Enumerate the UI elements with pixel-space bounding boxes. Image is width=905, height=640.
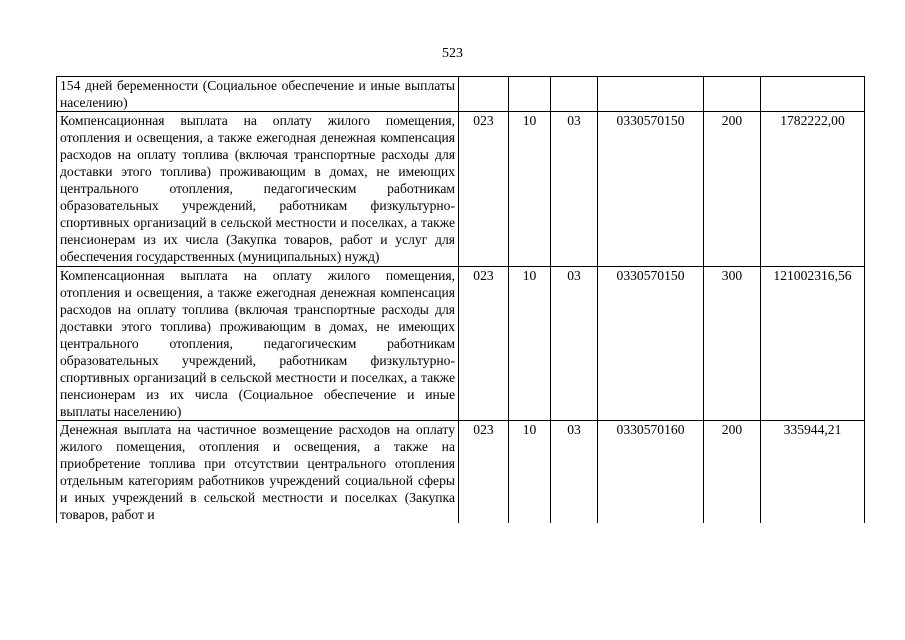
subsection-code: 03 bbox=[551, 266, 598, 420]
section-code bbox=[509, 77, 551, 112]
section-code: 10 bbox=[509, 266, 551, 420]
ministry-code: 023 bbox=[459, 266, 509, 420]
page-number: 523 bbox=[442, 46, 463, 61]
amount: 121002316,56 bbox=[761, 266, 865, 420]
subsection-code: 03 bbox=[551, 112, 598, 266]
expense-type-code bbox=[704, 77, 761, 112]
ministry-code bbox=[459, 77, 509, 112]
amount bbox=[761, 77, 865, 112]
row-description: Компенсационная выплата на оплату жилого помещения, отопления и освещения, а также ежегодная денежная компенсация расходов на оплату топлива (включая транспортные расходы для доставки этого топлива) проживающим в домах, не имеющих центрального отопления, педагогическим работникам образовательных учреждений, работникам физкультурно-спортивных организаций в сельской местности и поселках, а также пенсионерам из их числа (Социальное обеспечение и иные выплаты населению) bbox=[57, 266, 459, 420]
row-description: Компенсационная выплата на оплату жилого помещения, отопления и освещения, а также ежегодная денежная компенсация расходов на оплату топлива (включая транспортные расходы для доставки этого топлива) проживающим в домах, не имеющих центрального отопления, педагогическим работникам образовательных учреждений, работникам физкультурно-спортивных организаций в сельской местности и поселках, а также пенсионерам из их числа (Закупка товаров, работ и услуг для обеспечения государственных (муниципальных) нужд) bbox=[57, 112, 459, 266]
amount: 1782222,00 bbox=[761, 112, 865, 266]
table-row bbox=[57, 112, 865, 266]
row-description: Денежная выплата на частичное возмещение расходов на оплату жилого помещения, отопления и освещения, а также на приобретение топлива при отсутствии центрального отопления отдельным категориям работников учреждений социальной сферы и иных учреждений в сельской местности и поселках (Закупка товаров, работ и bbox=[57, 420, 459, 523]
target-article-code: 0330570160 bbox=[598, 420, 704, 523]
target-article-code bbox=[598, 77, 704, 112]
target-article-code: 0330570150 bbox=[598, 112, 704, 266]
budget-table bbox=[56, 76, 865, 523]
table-row bbox=[57, 420, 865, 523]
ministry-code: 023 bbox=[459, 420, 509, 523]
expense-type-code: 200 bbox=[704, 420, 761, 523]
subsection-code: 03 bbox=[551, 420, 598, 523]
target-article-code: 0330570150 bbox=[598, 266, 704, 420]
amount: 335944,21 bbox=[761, 420, 865, 523]
ministry-code: 023 bbox=[459, 112, 509, 266]
section-code: 10 bbox=[509, 420, 551, 523]
section-code: 10 bbox=[509, 112, 551, 266]
table-row bbox=[57, 77, 865, 112]
row-description: 154 дней беременности (Социальное обеспечение и иные выплаты населению) bbox=[57, 77, 459, 112]
expense-type-code: 300 bbox=[704, 266, 761, 420]
table-row bbox=[57, 266, 865, 420]
expense-type-code: 200 bbox=[704, 112, 761, 266]
subsection-code bbox=[551, 77, 598, 112]
